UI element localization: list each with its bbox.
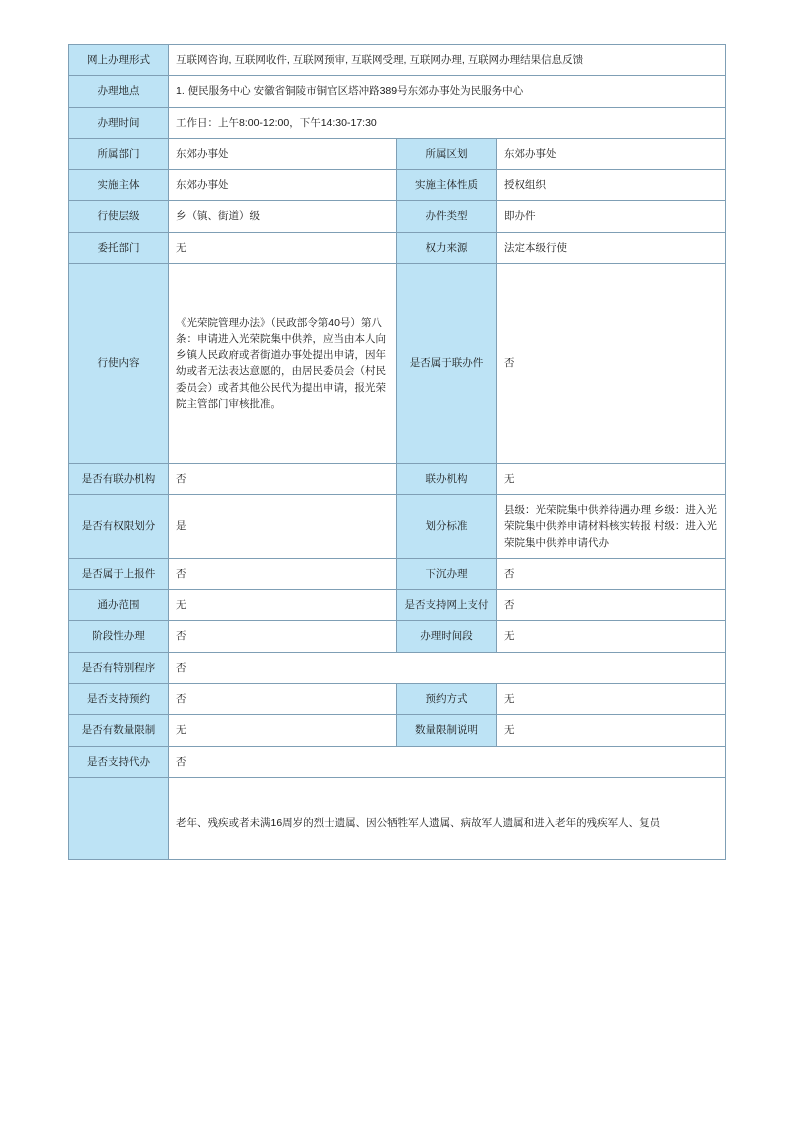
row-value-online-form: 互联网咨询, 互联网收件, 互联网预审, 互联网受理, 互联网办理, 互联网办理结果信息反馈 [169, 45, 726, 76]
row-value-quantity-limit-desc: 无 [497, 715, 726, 746]
row-label-online-form: 网上办理形式 [69, 45, 169, 76]
row-value-district: 东郊办事处 [497, 138, 726, 169]
row-value-entrusted-dept: 无 [169, 232, 397, 263]
row-value-department: 东郊办事处 [169, 138, 397, 169]
row-value-has-joint-org: 否 [169, 463, 397, 494]
row-value-supports-agent: 否 [169, 746, 726, 777]
table-row [69, 558, 726, 589]
row-value-hours: 工作日：上午8:00-12:00，下午14:30-17:30 [169, 107, 726, 138]
row-value-subject: 东郊办事处 [169, 170, 397, 201]
row-value-joint-case: 否 [497, 263, 726, 463]
row-label-has-authority-split: 是否有权限划分 [69, 495, 169, 559]
row-label-general-scope: 通办范围 [69, 590, 169, 621]
row-label-staged-handling: 阶段性办理 [69, 621, 169, 652]
row-label-empty [69, 777, 169, 859]
table-row [69, 138, 726, 169]
table-row [69, 777, 726, 859]
row-value-split-standard: 县级：光荣院集中供养待遇办理 乡级：进入光荣院集中供养申请材料核实转报 村级：进入光荣院集中供养申请代办 [497, 495, 726, 559]
table-row [69, 683, 726, 714]
row-label-online-payment: 是否支持网上支付 [397, 590, 497, 621]
table-row [69, 746, 726, 777]
row-value-special-procedure: 否 [169, 652, 726, 683]
row-label-joint-org: 联办机构 [397, 463, 497, 494]
row-value-subject-nature: 授权组织 [497, 170, 726, 201]
row-label-case-type: 办件类型 [397, 201, 497, 232]
row-label-power-source: 权力来源 [397, 232, 497, 263]
table-row [69, 590, 726, 621]
row-label-special-procedure: 是否有特别程序 [69, 652, 169, 683]
row-label-location: 办理地点 [69, 76, 169, 107]
row-value-is-report-case: 否 [169, 558, 397, 589]
row-value-content: 《光荣院管理办法》（民政部令第40号）第八条：申请进入光荣院集中供养，应当由本人向乡镇人民政府或者街道办事处提出申请，因年幼或者无法表达意愿的，由居民委员会（村民委员会）或者其他公民代为提出申请，报光荣院主管部门审核批准。 [169, 263, 397, 463]
row-label-has-joint-org: 是否有联办机构 [69, 463, 169, 494]
row-value-appointment-method: 无 [497, 683, 726, 714]
row-label-sink-handling: 下沉办理 [397, 558, 497, 589]
table-row [69, 170, 726, 201]
row-label-has-quantity-limit: 是否有数量限制 [69, 715, 169, 746]
power-item-table [68, 44, 726, 860]
row-label-subject: 实施主体 [69, 170, 169, 201]
row-value-general-scope: 无 [169, 590, 397, 621]
row-value-sink-handling: 否 [497, 558, 726, 589]
table-row [69, 232, 726, 263]
table-row [69, 263, 726, 463]
table-row [69, 715, 726, 746]
table-row [69, 45, 726, 76]
row-label-supports-agent: 是否支持代办 [69, 746, 169, 777]
table-row [69, 76, 726, 107]
row-value-has-authority-split: 是 [169, 495, 397, 559]
row-value-location: 1. 便民服务中心 安徽省铜陵市铜官区塔冲路389号东郊办事处为民服务中心 [169, 76, 726, 107]
row-value-handling-period: 无 [497, 621, 726, 652]
row-label-handling-period: 办理时间段 [397, 621, 497, 652]
row-label-split-standard: 划分标准 [397, 495, 497, 559]
row-label-entrusted-dept: 委托部门 [69, 232, 169, 263]
row-value-online-payment: 否 [497, 590, 726, 621]
row-label-joint-case: 是否属于联办件 [397, 263, 497, 463]
row-label-hours: 办理时间 [69, 107, 169, 138]
row-value-staged-handling: 否 [169, 621, 397, 652]
table-row [69, 201, 726, 232]
row-value-level: 乡（镇、街道）级 [169, 201, 397, 232]
row-value-beneficiary: 老年、残疾或者未满16周岁的烈士遗属、因公牺牲军人遗属、病故军人遗属和进入老年的残疾军人、复员 [169, 777, 726, 859]
table-row [69, 621, 726, 652]
row-label-supports-appointment: 是否支持预约 [69, 683, 169, 714]
row-label-level: 行使层级 [69, 201, 169, 232]
row-value-case-type: 即办件 [497, 201, 726, 232]
table-row [69, 463, 726, 494]
row-label-district: 所属区划 [397, 138, 497, 169]
row-value-joint-org: 无 [497, 463, 726, 494]
row-value-power-source: 法定本级行使 [497, 232, 726, 263]
row-value-supports-appointment: 否 [169, 683, 397, 714]
table-row [69, 495, 726, 559]
row-label-subject-nature: 实施主体性质 [397, 170, 497, 201]
table-row [69, 107, 726, 138]
row-label-content: 行使内容 [69, 263, 169, 463]
row-label-is-report-case: 是否属于上报件 [69, 558, 169, 589]
row-value-has-quantity-limit: 无 [169, 715, 397, 746]
row-label-quantity-limit-desc: 数量限制说明 [397, 715, 497, 746]
row-label-appointment-method: 预约方式 [397, 683, 497, 714]
row-label-department: 所属部门 [69, 138, 169, 169]
table-row [69, 652, 726, 683]
